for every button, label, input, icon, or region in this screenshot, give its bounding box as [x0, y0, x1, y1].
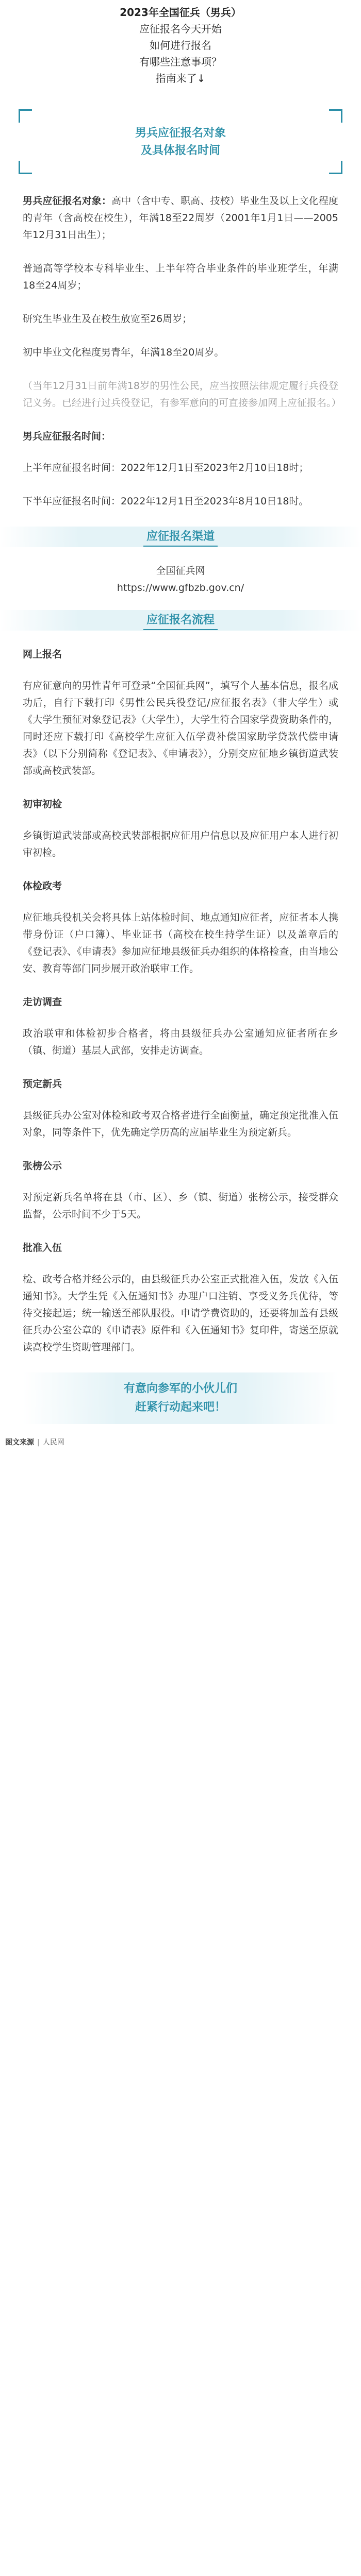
article-body — [0, 174, 361, 510]
object-text: 高中（含中专、职高、技校）毕业生及以上文化程度的青年（含高校在校生），年满18至22周岁（2001年1月1日——2005年12月31日出生）； — [23, 195, 338, 241]
channel-block — [0, 563, 361, 597]
step-heading: 预定新兵 — [23, 1078, 62, 1090]
site-name: 全国征兵网 — [156, 565, 205, 577]
step-heading: 网上报名 — [23, 649, 62, 660]
intro-block — [0, 0, 361, 87]
intro-line-4: 有哪些注意事项？ — [139, 56, 222, 68]
intro-line-3: 如何进行报名 — [150, 39, 211, 52]
closing-line-1: 有意向参军的小伙儿们 — [123, 1382, 237, 1395]
intro-headline: 2023年全国征兵（男兵） — [120, 6, 241, 19]
corner-bracket-icon — [19, 109, 32, 123]
step-heading: 初审初检 — [23, 799, 62, 810]
site-url-link[interactable]: https://www.gfbzb.gov.cn/ — [117, 582, 244, 594]
section3-title: 应征报名流程 — [143, 612, 218, 630]
time-heading: 男兵应征报名时间： — [23, 431, 111, 442]
section1-title-line1: 男兵应征报名对象 — [135, 127, 226, 140]
source-credit — [0, 1434, 361, 1451]
source-value: 人民网 — [42, 1438, 64, 1447]
object-heading: 男兵应征报名对象： — [23, 195, 112, 207]
object-paragraph-4: 初中毕业文化程度男青年，年满18至20周岁。 — [23, 347, 224, 358]
corner-bracket-icon — [329, 161, 342, 174]
step-text: 县级征兵办公室对体检和政考双合格者进行全面衡量，确定预定批准入伍对象，同等条件下，优先确定学历高的应届毕业生为预定新兵。 — [23, 1110, 338, 1138]
corner-bracket-icon — [329, 109, 342, 123]
corner-bracket-icon — [19, 161, 32, 174]
source-label: 图文来源 — [5, 1438, 34, 1447]
process-body — [0, 646, 361, 1356]
first-half-time: 上半年应征报名时间：2022年12月1日至2023年2月10日18时； — [23, 462, 309, 473]
intro-line-5: 指南来了↓ — [155, 72, 206, 84]
step-heading: 批准入伍 — [23, 1242, 62, 1253]
step-text: 乡镇街道武装部或高校武装部根据应征用户信息以及应征用户本人进行初审初检。 — [23, 830, 338, 858]
section2-title-band — [0, 527, 361, 547]
section1-title-frame — [19, 109, 342, 174]
source-separator: | — [37, 1438, 40, 1447]
step-heading: 走访调查 — [23, 996, 62, 1008]
step-heading: 体检政考 — [23, 880, 62, 892]
step-text: 对预定新兵名单将在县（市、区）、乡（镇、街道）张榜公示，接受群众监督，公示时间不少于5天。 — [23, 1192, 338, 1220]
section1-title-line2: 及具体报名时间 — [140, 144, 220, 157]
step-text: 有应征意向的男性青年可登录“全国征兵网”，填写个人基本信息，报名成功后，自行下载打印《男性公民兵役登记/应征报名表》（非大学生）或《大学生预征对象登记表》（大学生），大学生符合国家学费资助条件的，同时还应下载打印《高校学生应征入伍学费补偿国家助学贷款代偿申请表》（以下分别简称《登记表》、《申请表》），分别交应征地乡镇街道武装部或高校武装部。 — [23, 680, 338, 776]
object-paragraph — [23, 193, 338, 244]
step-heading: 张榜公示 — [23, 1160, 62, 1172]
object-paragraph-2: 普通高等学校本专科毕业生、上半年符合毕业条件的毕业班学生，年满18至24周岁； — [23, 263, 338, 291]
step-text: 政治联审和体检初步合格者，将由县级征兵办公室通知应征者所在乡（镇、街道）基层人武部，安排走访调查。 — [23, 1028, 338, 1056]
step-text: 应征地兵役机关会将具体上站体检时间、地点通知应征者，应征者本人携带身份证（户口簿）、毕业证书（高校在校生持学生证）以及盖章后的《登记表》、《申请表》参加应征地县级征兵办组织的体格检查，由当地公安、教育等部门同步展开政治联审工作。 — [23, 912, 338, 974]
step-text: 检、政考合格并经公示的，由县级征兵办公室正式批准入伍，发放《入伍通知书》。大学生凭《入伍通知书》办理户口注销、享受义务兵优待，等待交接起运；统一输送至部队服役。申请学费资助的，还要将加盖有县级征兵办公室公章的《申请表》原件和《入伍通知书》复印件，寄送至原就读高校学生资助管理部门。 — [23, 1274, 338, 1353]
closing-banner — [0, 1372, 361, 1417]
section2-title: 应征报名渠道 — [143, 528, 218, 547]
closing-line-2: 赶紧行动起来吧！ — [135, 1401, 226, 1414]
registration-note: （当年12月31日前年满18岁的男性公民，应当按照法律规定履行兵役登记义务。已经进行过兵役登记，有参军意向的可直接参加网上应征报名。） — [23, 380, 341, 409]
section3-title-band — [0, 610, 361, 631]
second-half-time: 下半年应征报名时间：2022年12月1日至2023年8月10日18时。 — [23, 496, 309, 507]
intro-line-2: 应征报名今天开始 — [139, 23, 222, 35]
object-paragraph-3: 研究生毕业生及在校生放宽至26周岁； — [23, 313, 192, 325]
